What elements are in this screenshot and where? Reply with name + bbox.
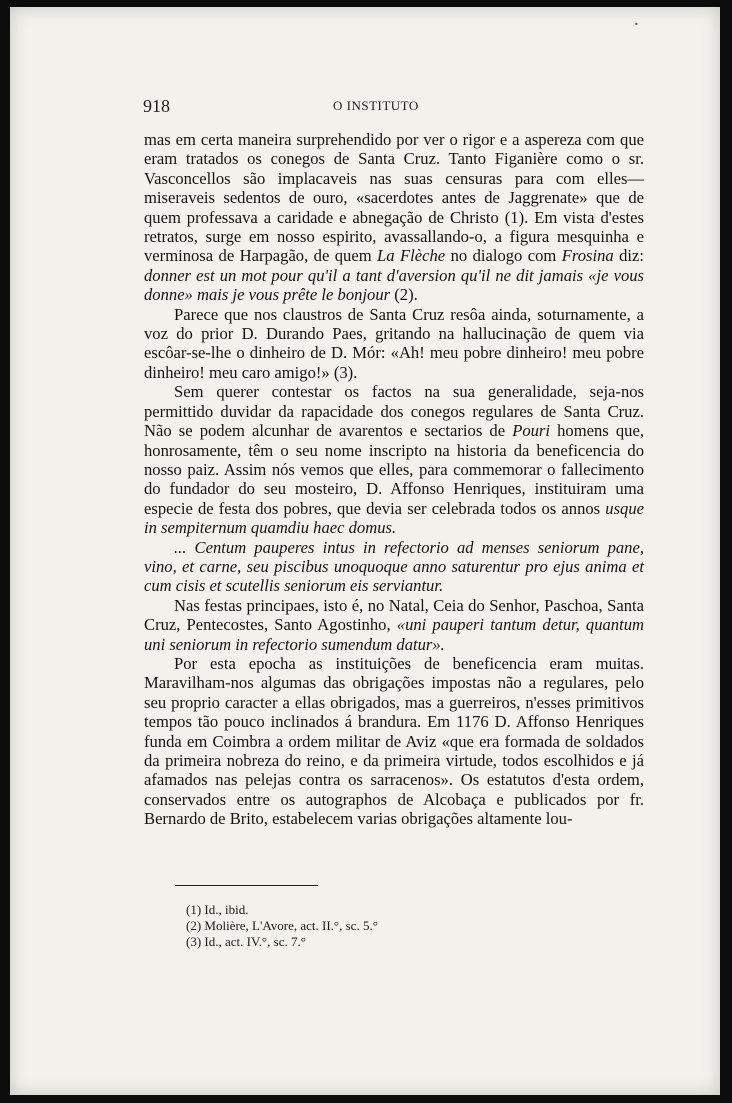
paragraph-4-text: Nas festas principaes, isto é, no Natal, Ceia do Senhor, Paschoa, Santa Cruz, Pentecostes, Santo Agostinho, bbox=[144, 595, 644, 635]
paragraph-3-rest: homens que, honrosamente, têm o seu nome inscripto na historia da beneficencia do nosso paiz. Assim nós vemos que elles, para commemorar o fallecimento do fundador do seu mosteiro, D. Affonso Henriques, instituiram uma especie de festa dos pobres, que devia ser celebrada todos os annos bbox=[144, 421, 644, 518]
footnote-2: (2) Molière, L'Avore, act. II.°, sc. 5.° bbox=[186, 918, 378, 933]
footnotes bbox=[186, 902, 486, 950]
paragraph-4-latin: «uni pauperi tantum detur, quantum uni seniorum in refectorio sumendum datur». bbox=[144, 615, 644, 654]
paragraph-1 bbox=[144, 130, 644, 305]
running-title: O INSTITUTO bbox=[333, 98, 419, 113]
page-number: 918 bbox=[143, 96, 170, 116]
speck-mark: • bbox=[634, 20, 639, 29]
footnote-divider bbox=[175, 885, 318, 886]
paragraph-3-text: Sem querer contestar os factos na sua generalidade, seja-nos permittido duvidar da rapacidade dos conegos regulares de Santa Cruz. Não se podem alcunhar de avarentos e sectarios de bbox=[144, 382, 644, 441]
paragraph-2: Parece que nos claustros de Santa Cruz resôa ainda, soturnamente, a voz do prior D. Durando Paes, gritando na hallucinação de quem via escôar-se-lhe o dinheiro de D. Mór: «Ah! meu pobre dinheiro! meu pobre dinheiro! meu caro amigo!» (3). bbox=[144, 304, 644, 382]
paragraph-5: Por esta epocha as instituições de beneficencia eram muitas. Maravilham-nos algumas das obrigações impostas não a regulares, pelo seu proprio caracter a ellas obrigados, mas a guerreiros, n'esses primitivos tempos tão pouco inclinados á brandura. Em 1176 D. Affonso Henriques funda em Coimbra a ordem militar de Aviz «que era formada de soldados da primeira nobreza do reino, e da primeira virtude, todos escolhidos e já afamados nas pelejas contra os sarracenos». Os estatutos d'esta ordem, conservados entre os autographos de Alcobaça e publicados por fr. Bernardo de Brito, estabelecem varias obrigações altamente lou- bbox=[144, 653, 644, 829]
paragraph-1-diz: diz: bbox=[619, 246, 644, 266]
speaker-name: Frosina bbox=[561, 246, 614, 266]
french-quote: donner est un mot pour qu'il a tant d'aversion qu'il ne dit jamais «je vous donne» mais je vous prête le bonjour bbox=[144, 265, 644, 305]
footnote-3: (3) Id., act. IV.°, sc. 7.° bbox=[186, 934, 306, 949]
paragraph-1-text: mas em certa maneira surprehendido por ver o rigor e a aspereza com que eram tratados os conegos de Santa Cruz. Tanto Figanière como o sr. Vasconcellos são implacaveis nas suas censuras para com elles—miseraveis sedentos de ouro, «sacerdotes antes de Jaggrenate» que de quem professava a caridade e abnegação de Christo (1). Em vista d'estes retratos, surge em nosso espirito, avassallando-o, a figura mesquinha e verminosa de Harpagão, de quem bbox=[144, 130, 644, 266]
latin-phrase: usque in sempiternum quamdiu haec domus. bbox=[144, 498, 644, 538]
paragraph-1-mid: no dialogo com bbox=[450, 246, 557, 266]
pouri-word: Pouri bbox=[512, 421, 550, 441]
latin-quote: ... Centum pauperes intus in refectorio ad menses seniorum pane, vino, et carne, seu piscibus unoquoque anno saturentur pro ejus anima et cum cisis et scutellis seniorum eis serviantur. bbox=[144, 537, 644, 596]
work-title: La Flèche bbox=[377, 246, 446, 266]
footnote-ref-2: (2). bbox=[394, 285, 418, 305]
footnote-1: (1) Id., ibid. bbox=[186, 902, 249, 917]
page-body bbox=[144, 130, 644, 829]
page-header bbox=[143, 96, 643, 118]
paragraph-3 bbox=[144, 382, 644, 537]
paragraph-4 bbox=[144, 596, 644, 654]
